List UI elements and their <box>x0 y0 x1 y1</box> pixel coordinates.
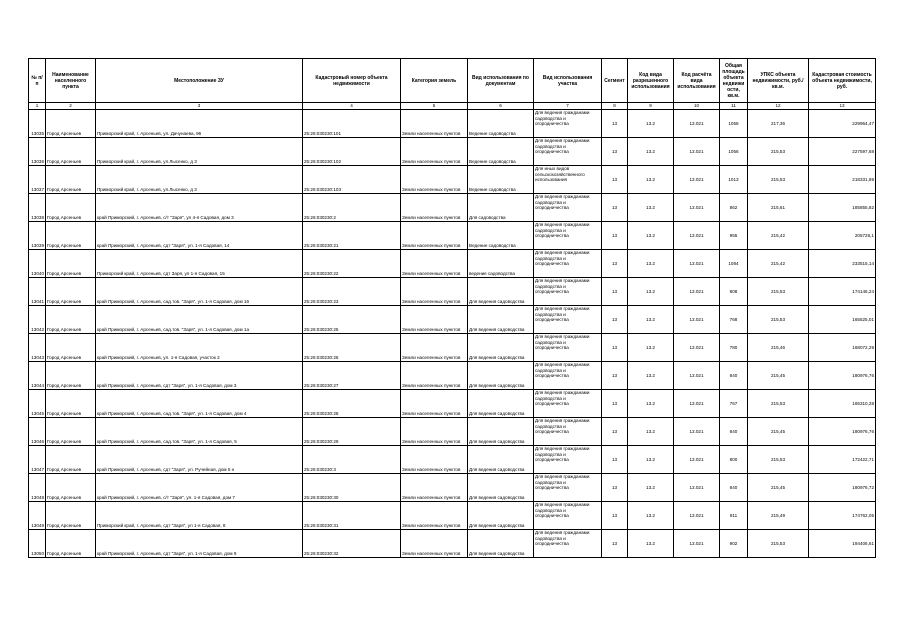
town-cell: Город Арсеньев <box>46 194 96 222</box>
header-row <box>29 59 876 103</box>
table-row <box>29 110 876 138</box>
cadastral-number-cell: 25:26:030230:103 <box>303 166 401 194</box>
segment-cell: 13 <box>602 334 628 362</box>
segment-cell: 13 <box>602 222 628 250</box>
cadastral-cost-cell: 174762,05 <box>809 502 876 530</box>
row-number-cell: 13048 <box>29 474 46 502</box>
area-cell: 1013 <box>720 166 748 194</box>
location-cell: Приморский край, г. Арсеньев, ул.Лысенко, д 3 <box>96 166 303 194</box>
table-row <box>29 306 876 334</box>
segment-cell: 13 <box>602 474 628 502</box>
documented-use-cell: Ведение садоводства <box>468 138 534 166</box>
location-cell: край Приморский, г. Арсеньев, сдт "Заря", ул. 1-я Садовая, 14 <box>96 222 303 250</box>
town-cell: Город Арсеньев <box>46 222 96 250</box>
actual-use-cell: Для ведения гражданами садоводства и огородничества <box>534 138 602 166</box>
documented-use-cell: Для ведения садоводства <box>468 446 534 474</box>
town-cell: Город Арсеньев <box>46 166 96 194</box>
table-row <box>29 278 876 306</box>
cadastral-number-cell: 25:26:030230:32 <box>303 530 401 558</box>
upks-cell: 215,53 <box>748 278 809 306</box>
use-code-cell: 13.2 <box>628 194 674 222</box>
column-number: 7 <box>534 103 602 110</box>
cadastral-cost-cell: 180976,76 <box>809 418 876 446</box>
calc-code-cell: 13.021 <box>674 138 720 166</box>
actual-use-cell: Для ведения гражданами садоводства и огородничества <box>534 530 602 558</box>
land-category-cell: Земли населенных пунктов <box>401 138 468 166</box>
town-cell: Город Арсеньев <box>46 110 96 138</box>
upks-cell: 217,36 <box>748 110 809 138</box>
column-header: Сегмент <box>602 59 628 103</box>
row-number-cell: 13039 <box>29 222 46 250</box>
column-header: Код вида разрешенного использования <box>628 59 674 103</box>
location-cell: край Приморский, г. Арсеньев, с/т "Заря", ул 4-я Садовая, дом 3 <box>96 194 303 222</box>
land-category-cell: Земли населенных пунктов <box>401 446 468 474</box>
segment-cell: 13 <box>602 250 628 278</box>
column-header: УПКС объекта недвижимости, руб./кв.м. <box>748 59 809 103</box>
land-category-cell: Земли населенных пунктов <box>401 306 468 334</box>
land-category-cell: Земли населенных пунктов <box>401 502 468 530</box>
area-cell: 768 <box>720 306 748 334</box>
documented-use-cell: Для ведения садоводства <box>468 334 534 362</box>
cadastral-number-cell: 25:26:030230:21 <box>303 222 401 250</box>
actual-use-cell: Для ведения гражданами садоводства и огородничества <box>534 334 602 362</box>
area-cell: 902 <box>720 530 748 558</box>
use-code-cell: 13.2 <box>628 166 674 194</box>
upks-cell: 215,61 <box>748 194 809 222</box>
cadastral-number-cell: 25:26:030230:31 <box>303 502 401 530</box>
table-row <box>29 474 876 502</box>
upks-cell: 215,53 <box>748 166 809 194</box>
cadastral-cost-cell: 227597,68 <box>809 138 876 166</box>
upks-cell: 215,53 <box>748 530 809 558</box>
cadastral-number-cell: 25:26:030230:29 <box>303 418 401 446</box>
location-cell: край Приморский, г. Арсеньев, сдт "Заря", ул. 1-я Садовая, дом 3 <box>96 362 303 390</box>
column-number: 9 <box>628 103 674 110</box>
segment-cell: 13 <box>602 502 628 530</box>
actual-use-cell: Для ведения гражданами садоводства и огородничества <box>534 474 602 502</box>
segment-cell: 13 <box>602 390 628 418</box>
calc-code-cell: 13.021 <box>674 474 720 502</box>
land-category-cell: Земли населенных пунктов <box>401 110 468 138</box>
land-category-cell: Земли населенных пунктов <box>401 530 468 558</box>
cadastral-cost-cell: 168072,29 <box>809 334 876 362</box>
area-cell: 1056 <box>720 138 748 166</box>
town-cell: Город Арсеньев <box>46 446 96 474</box>
column-header: Категория земель <box>401 59 468 103</box>
row-number-cell: 13040 <box>29 250 46 278</box>
documented-use-cell: ведение садоводства <box>468 250 534 278</box>
column-header: Местоположение ЗУ <box>96 59 303 103</box>
cadastral-number-cell: 25:26:030230:25 <box>303 306 401 334</box>
documented-use-cell: Для ведения садоводства <box>468 390 534 418</box>
documented-use-cell: Для ведения садоводства <box>468 474 534 502</box>
location-cell: край Приморский, г. Арсеньев, сад.тов. "Заря", ул. 1-я Садовая, дом 1а <box>96 306 303 334</box>
segment-cell: 13 <box>602 138 628 166</box>
column-header: Наименование населенного пункта <box>46 59 96 103</box>
actual-use-cell: Для ведения гражданами садоводства и огородничества <box>534 222 602 250</box>
upks-cell: 215,42 <box>748 250 809 278</box>
land-category-cell: Земли населенных пунктов <box>401 390 468 418</box>
row-number-cell: 13047 <box>29 446 46 474</box>
column-number: 13 <box>809 103 876 110</box>
documented-use-cell: Ведение садоводства <box>468 110 534 138</box>
row-number-cell: 13044 <box>29 362 46 390</box>
location-cell: край Приморский, г. Арсеньев, с/т "Заря", ул. 1-я Садовая, дом 7 <box>96 474 303 502</box>
cadastral-cost-cell: 218331,89 <box>809 166 876 194</box>
calc-code-cell: 13.021 <box>674 334 720 362</box>
location-cell: край Приморский, г. Арсеньев, сдт "Заря", ул. 1-я Садовая, дом 9 <box>96 530 303 558</box>
table-row <box>29 530 876 558</box>
use-code-cell: 13.2 <box>628 390 674 418</box>
column-number: 11 <box>720 103 748 110</box>
column-number: 10 <box>674 103 720 110</box>
column-number: 2 <box>46 103 96 110</box>
upks-cell: 215,45 <box>748 362 809 390</box>
column-header: № п/п <box>29 59 46 103</box>
use-code-cell: 13.2 <box>628 250 674 278</box>
actual-use-cell: Для иных видов сельскохозяйственного использования <box>534 166 602 194</box>
calc-code-cell: 13.021 <box>674 222 720 250</box>
area-cell: 840 <box>720 418 748 446</box>
upks-cell: 215,53 <box>748 138 809 166</box>
upks-cell: 215,45 <box>748 474 809 502</box>
cadastral-cost-cell: 229964,47 <box>809 110 876 138</box>
land-category-cell: Земли населенных пунктов <box>401 250 468 278</box>
location-cell: Приморский край, г. Арсеньев, ул.Лысенко, д 3 <box>96 138 303 166</box>
table-row <box>29 138 876 166</box>
land-category-cell: Земли населенных пунктов <box>401 166 468 194</box>
cadastral-cost-cell: 180976,76 <box>809 362 876 390</box>
use-code-cell: 13.2 <box>628 474 674 502</box>
row-number-cell: 13050 <box>29 530 46 558</box>
town-cell: Город Арсеньев <box>46 474 96 502</box>
cadastral-cost-cell: 165525,01 <box>809 306 876 334</box>
use-code-cell: 13.2 <box>628 222 674 250</box>
table-row <box>29 194 876 222</box>
area-cell: 800 <box>720 446 748 474</box>
calc-code-cell: 13.021 <box>674 306 720 334</box>
documented-use-cell: Для ведения садоводства <box>468 502 534 530</box>
cadastral-cost-cell: 233515,14 <box>809 250 876 278</box>
cadastral-number-cell: 25:26:030230:27 <box>303 362 401 390</box>
use-code-cell: 13.2 <box>628 306 674 334</box>
area-cell: 767 <box>720 390 748 418</box>
town-cell: Город Арсеньев <box>46 278 96 306</box>
actual-use-cell: Для ведения гражданами садоводства и огородничества <box>534 250 602 278</box>
land-category-cell: Земли населенных пунктов <box>401 194 468 222</box>
documented-use-cell: Для ведения садоводства <box>468 530 534 558</box>
calc-code-cell: 13.021 <box>674 110 720 138</box>
calc-code-cell: 13.021 <box>674 194 720 222</box>
actual-use-cell: Для ведения гражданами садоводства и огородничества <box>534 306 602 334</box>
cadastral-number-cell: 25:26:030230:22 <box>303 250 401 278</box>
area-cell: 780 <box>720 334 748 362</box>
calc-code-cell: 13.021 <box>674 530 720 558</box>
segment-cell: 13 <box>602 110 628 138</box>
area-cell: 808 <box>720 278 748 306</box>
segment-cell: 13 <box>602 166 628 194</box>
calc-code-cell: 13.021 <box>674 390 720 418</box>
cadastral-number-cell: 25:26:030230:3 <box>303 446 401 474</box>
row-number-cell: 13043 <box>29 334 46 362</box>
area-cell: 811 <box>720 502 748 530</box>
cadastral-cost-cell: 165310,28 <box>809 390 876 418</box>
cadastral-cost-cell: 185855,82 <box>809 194 876 222</box>
column-header: Общая площадь объекта недвижи ости, кв.м. <box>720 59 748 103</box>
upks-cell: 215,42 <box>748 222 809 250</box>
land-category-cell: Земли населенных пунктов <box>401 362 468 390</box>
documented-use-cell: Для ведения садоводства <box>468 306 534 334</box>
upks-cell: 215,45 <box>748 418 809 446</box>
documented-use-cell: Для ведения садоводства <box>468 278 534 306</box>
upks-cell: 215,53 <box>748 390 809 418</box>
table-row <box>29 362 876 390</box>
row-number-cell: 13038 <box>29 194 46 222</box>
cadastral-number-cell: 25:26:030230:28 <box>303 390 401 418</box>
table-body <box>29 110 876 558</box>
area-cell: 1084 <box>720 250 748 278</box>
location-cell: край Приморский, г. Арсеньев, сад.тов. "Заря", ул. 1-я Садовая, дом 16 <box>96 278 303 306</box>
column-number-row <box>29 103 876 110</box>
documented-use-cell: Ведение садоводства <box>468 166 534 194</box>
town-cell: Город Арсеньев <box>46 138 96 166</box>
use-code-cell: 13.2 <box>628 502 674 530</box>
calc-code-cell: 13.021 <box>674 418 720 446</box>
location-cell: край Приморский, г. Арсеньев, сдт "Заря", ул. Ручейная, дом 5 н <box>96 446 303 474</box>
calc-code-cell: 13.021 <box>674 446 720 474</box>
cadastral-number-cell: 25:26:030230:102 <box>303 138 401 166</box>
upks-cell: 215,53 <box>748 306 809 334</box>
table-row <box>29 334 876 362</box>
table-row <box>29 390 876 418</box>
cadastral-cost-cell: 174146,24 <box>809 278 876 306</box>
location-cell: край Приморский, г. Арсеньев, ул. 1-я Садовая, участок 2 <box>96 334 303 362</box>
table-row <box>29 418 876 446</box>
land-category-cell: Земли населенных пунктов <box>401 222 468 250</box>
column-header: Вид использования по документам <box>468 59 534 103</box>
location-cell: край Приморский, г. Арсеньев, сад.тов. "Заря", ул. 1-я Садовая, 5 <box>96 418 303 446</box>
calc-code-cell: 13.021 <box>674 362 720 390</box>
actual-use-cell: Для ведения гражданами садоводства и огородничества <box>534 362 602 390</box>
row-number-cell: 13036 <box>29 138 46 166</box>
calc-code-cell: 13.021 <box>674 278 720 306</box>
upks-cell: 215,53 <box>748 446 809 474</box>
use-code-cell: 13.2 <box>628 334 674 362</box>
cadastral-cost-cell: 194406,61 <box>809 530 876 558</box>
actual-use-cell: Для ведения гражданами садоводства и огородничества <box>534 418 602 446</box>
calc-code-cell: 13.021 <box>674 250 720 278</box>
area-cell: 955 <box>720 222 748 250</box>
segment-cell: 13 <box>602 446 628 474</box>
actual-use-cell: Для ведения гражданами садоводства и огородничества <box>534 278 602 306</box>
use-code-cell: 13.2 <box>628 138 674 166</box>
segment-cell: 13 <box>602 306 628 334</box>
actual-use-cell: Для ведения гражданами садоводства и огородничества <box>534 110 602 138</box>
land-category-cell: Земли населенных пунктов <box>401 418 468 446</box>
table-row <box>29 446 876 474</box>
row-number-cell: 13042 <box>29 306 46 334</box>
documented-use-cell: Для ведения садоводства <box>468 362 534 390</box>
town-cell: Город Арсеньев <box>46 250 96 278</box>
column-number: 5 <box>401 103 468 110</box>
cadastral-number-cell: 25:26:030230:30 <box>303 474 401 502</box>
town-cell: Город Арсеньев <box>46 362 96 390</box>
use-code-cell: 13.2 <box>628 278 674 306</box>
segment-cell: 13 <box>602 362 628 390</box>
column-number: 4 <box>303 103 401 110</box>
cadastral-number-cell: 25:26:030230:23 <box>303 278 401 306</box>
row-number-cell: 13041 <box>29 278 46 306</box>
town-cell: Город Арсеньев <box>46 502 96 530</box>
location-cell: Приморский край, г. Арсеньев, ул. Дачунаева, 96 <box>96 110 303 138</box>
column-header: Вид использования участка <box>534 59 602 103</box>
upks-cell: 215,46 <box>748 334 809 362</box>
land-category-cell: Земли населенных пунктов <box>401 278 468 306</box>
documented-use-cell: Для садоводства <box>468 194 534 222</box>
row-number-cell: 13045 <box>29 390 46 418</box>
cadastral-number-cell: 25:26:030230:2 <box>303 194 401 222</box>
table-row <box>29 166 876 194</box>
use-code-cell: 13.2 <box>628 530 674 558</box>
land-category-cell: Земли населенных пунктов <box>401 474 468 502</box>
row-number-cell: 13035 <box>29 110 46 138</box>
actual-use-cell: Для ведения гражданами садоводства и огородничества <box>534 390 602 418</box>
area-cell: 840 <box>720 474 748 502</box>
segment-cell: 13 <box>602 418 628 446</box>
cadastral-number-cell: 25:26:030230:26 <box>303 334 401 362</box>
actual-use-cell: Для ведения гражданами садоводства и огородничества <box>534 446 602 474</box>
table-row <box>29 502 876 530</box>
column-number: 6 <box>468 103 534 110</box>
row-number-cell: 13046 <box>29 418 46 446</box>
column-number: 3 <box>96 103 303 110</box>
cadastral-cost-cell: 180976,72 <box>809 474 876 502</box>
documented-use-cell: Для ведения садоводства <box>468 418 534 446</box>
calc-code-cell: 13.021 <box>674 166 720 194</box>
area-cell: 840 <box>720 362 748 390</box>
town-cell: Город Арсеньев <box>46 418 96 446</box>
cadastral-cost-cell: 172422,71 <box>809 446 876 474</box>
location-cell: Приморский край, г. Арсеньев, сдт "Заря", ул 1-я Садовая, 8 <box>96 502 303 530</box>
use-code-cell: 13.2 <box>628 110 674 138</box>
column-header: Код расчёта вида использования <box>674 59 720 103</box>
use-code-cell: 13.2 <box>628 362 674 390</box>
area-cell: 862 <box>720 194 748 222</box>
calc-code-cell: 13.021 <box>674 502 720 530</box>
land-category-cell: Земли населенных пунктов <box>401 334 468 362</box>
area-cell: 1058 <box>720 110 748 138</box>
cadastral-cost-cell: 205726,1 <box>809 222 876 250</box>
column-header: Кадастровый номер объекта недвижимости <box>303 59 401 103</box>
town-cell: Город Арсеньев <box>46 530 96 558</box>
cadastral-value-table <box>28 58 876 558</box>
column-number: 1 <box>29 103 46 110</box>
location-cell: Приморский край, г. Арсеньев, сдт Заря, ул 1-я Садовая, 15 <box>96 250 303 278</box>
cadastral-number-cell: 25:26:030230:101 <box>303 110 401 138</box>
column-number: 12 <box>748 103 809 110</box>
table-row <box>29 250 876 278</box>
town-cell: Город Арсеньев <box>46 390 96 418</box>
use-code-cell: 13.2 <box>628 446 674 474</box>
segment-cell: 13 <box>602 530 628 558</box>
column-number: 8 <box>602 103 628 110</box>
segment-cell: 13 <box>602 194 628 222</box>
town-cell: Город Арсеньев <box>46 334 96 362</box>
actual-use-cell: Для ведения гражданами садоводства и огородничества <box>534 502 602 530</box>
row-number-cell: 13049 <box>29 502 46 530</box>
documented-use-cell: Ведение садоводства <box>468 222 534 250</box>
location-cell: край Приморский, г. Арсеньев, сад.тов. "Заря", ул. 1-я Садовая, дом 4 <box>96 390 303 418</box>
segment-cell: 13 <box>602 278 628 306</box>
actual-use-cell: Для ведения гражданами садоводства и огородничества <box>534 194 602 222</box>
use-code-cell: 13.2 <box>628 418 674 446</box>
town-cell: Город Арсеньев <box>46 306 96 334</box>
upks-cell: 215,49 <box>748 502 809 530</box>
column-header: Кадастровая стоимость объекта недвижимости, руб. <box>809 59 876 103</box>
table-row <box>29 222 876 250</box>
row-number-cell: 13037 <box>29 166 46 194</box>
